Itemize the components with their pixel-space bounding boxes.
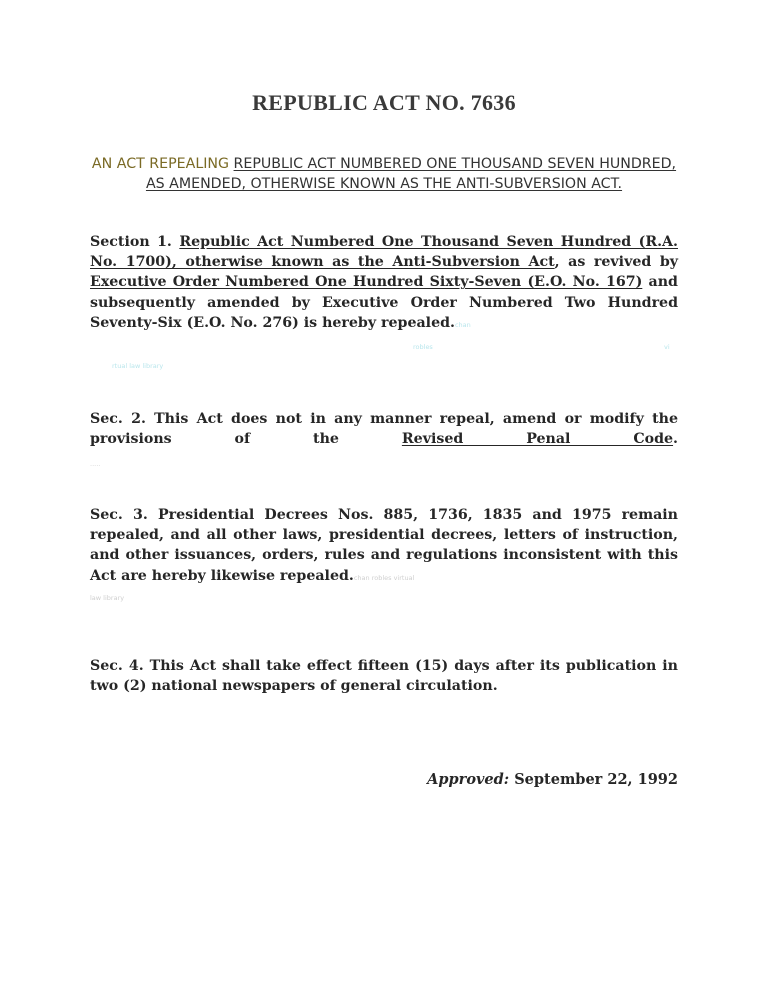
watermark-law-library: law library (90, 594, 125, 602)
document-title: REPUBLIC ACT NO. 7636 (252, 90, 516, 115)
section-4-label: Sec. 4. (90, 658, 144, 674)
section-3-text: Presidential Decrees Nos. 885, 1736, 1835 and 1975 remain repealed, and all other laws, presidential decrees, letters of instruction, and other issuances, orders, rules and regulations inconsistent with this Act are hereby likewise repealed. (90, 507, 678, 584)
act-subtitle (90, 154, 678, 195)
section-1-label: Section 1. (90, 234, 172, 250)
section-2-end: . (673, 431, 678, 448)
section-2-text: This Act does not in any manner repeal, amend or modify the provisions of the (90, 411, 678, 448)
revised-penal-code-link[interactable]: Revised Penal Code (401, 431, 674, 448)
section-4-text: This Act shall take effect fifteen (15) days after its publication in two (2) national newspapers of general circulation. (90, 658, 678, 695)
watermark-dots: ..... (90, 460, 101, 468)
approval-line (90, 771, 678, 788)
section-2-label: Sec. 2. (90, 411, 146, 427)
section-1 (90, 232, 678, 335)
watermark-robles: robles (413, 343, 433, 351)
watermark-chan: chan (454, 320, 471, 329)
section-2 (90, 409, 678, 449)
section-3 (90, 505, 678, 588)
section-1-text-1: , as revived by (554, 254, 678, 271)
approved-date: September 22, 1992 (514, 771, 678, 788)
section-1-text-2: and subsequently amended by Executive Order Numbered Two Hundred Seventy-Six (E.O. No. 276) is hereby repealed. (90, 274, 678, 331)
watermark-vi: vi (664, 343, 670, 351)
eo-167-link[interactable]: Executive Order Numbered One Hundred Sixty-Seven (E.O. No. 167) (90, 274, 643, 291)
approved-label: Approved: (427, 771, 510, 788)
watermark-virtual-law-library: rtual law library (112, 362, 164, 370)
subtitle-link[interactable]: REPUBLIC ACT NUMBERED ONE THOUSAND SEVEN HUNDRED, AS AMENDED, OTHERWISE KNOWN AS THE ANTI-SUBVERSION ACT. (145, 156, 677, 193)
watermark-chan-robles-virtual: chan robles virtual (353, 573, 415, 582)
ra-1700-link[interactable]: Republic Act Numbered One Thousand Seven Hundred (R.A. No. 1700), otherwise known as the Anti-Subversion Act (90, 234, 678, 271)
subtitle-lead: AN ACT REPEALING (91, 156, 230, 172)
section-3-label: Sec. 3. (90, 507, 148, 523)
section-4 (90, 656, 678, 696)
